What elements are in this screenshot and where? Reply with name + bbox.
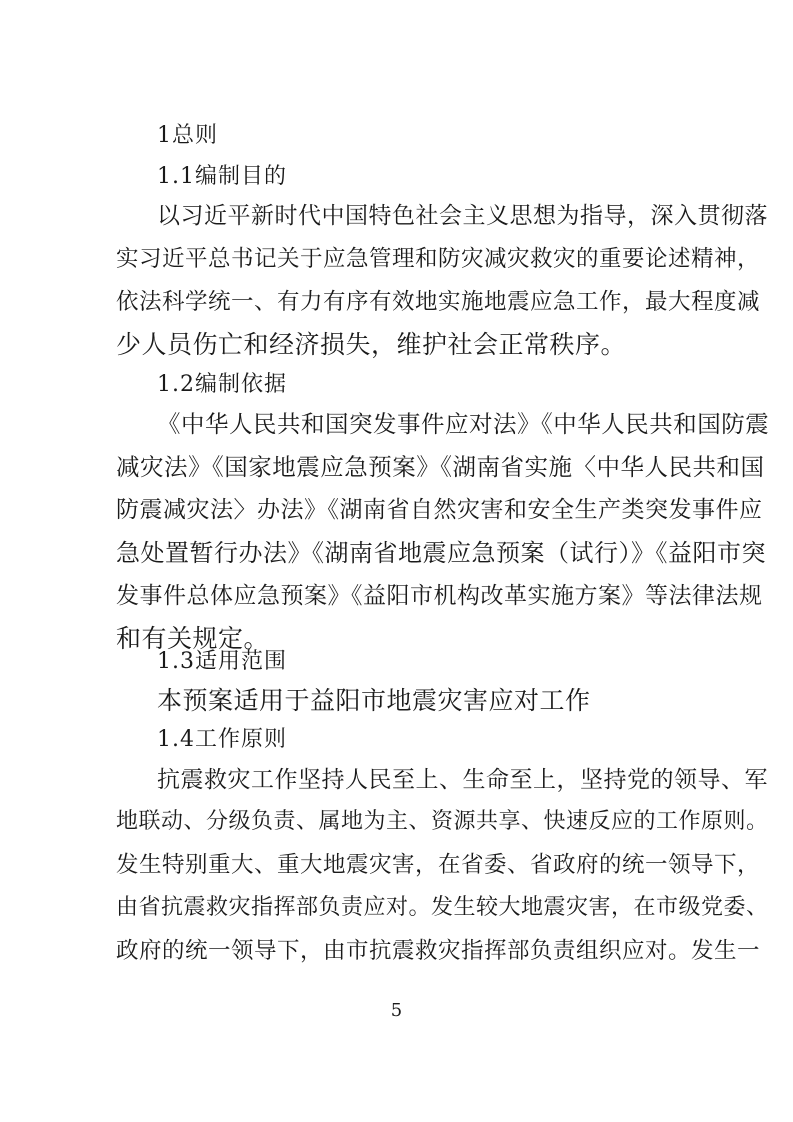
heading-basis: 1.2编制依据 — [157, 372, 287, 397]
page-number: 5 — [390, 1000, 403, 1021]
purpose-line-4: 少人员伤亡和经济损失，维护社会正常秩序。 — [116, 330, 627, 359]
principles-line-2: 地联动、分级负责、属地为主、资源共享、快速反应的工作原则。 — [116, 809, 769, 834]
principles-line-5: 政府的统一领导下，由市抗震救灾指挥部负责组织应对。发生一 — [116, 938, 761, 964]
purpose-line-2: 实习近平总书记关于应急管理和防灾减灾救灾的重要论述精神， — [116, 246, 761, 272]
purpose-line-1: 以习近平新时代中国特色社会主义思想为指导，深入贯彻落 — [157, 203, 768, 229]
heading-general: 1总则 — [157, 123, 218, 148]
basis-line-1: 《中华人民共和国突发事件应对法》《中华人民共和国防震 — [157, 410, 770, 438]
basis-line-6: 和有关规定。 — [116, 624, 270, 653]
basis-line-4: 急处置暂行办法》《湖南省地震应急预案（试行）》《益阳市突 — [116, 539, 766, 567]
basis-line-2: 减灾法》《国家地震应急预案》《湖南省实施〈中华人民共和国 — [116, 453, 765, 481]
basis-line-3: 防震减灾法〉办法》《湖南省自然灾害和安全生产类突发事件应 — [116, 497, 763, 523]
principles-line-3: 发生特别重大、重大地震灾害，在省委、省政府的统一领导下， — [116, 852, 761, 878]
heading-scope: 1.3适用范围 — [157, 649, 287, 674]
principles-line-4: 由省抗震救灾指挥部负责应对。发生较大地震灾害，在市级党委、 — [116, 895, 769, 920]
heading-principles: 1.4工作原则 — [157, 727, 287, 752]
scope-line-1: 本预案适用于益阳市地震灾害应对工作 — [157, 686, 591, 715]
heading-purpose: 1.1编制目的 — [157, 164, 287, 189]
purpose-line-3: 依法科学统一、有力有序有效地实施地震应急工作，最大程度减 — [116, 289, 761, 315]
principles-line-1: 抗震救灾工作坚持人民至上、生命至上，坚持党的领导、军 — [157, 767, 768, 793]
basis-line-5: 发事件总体应急预案》《益阳市机构改革实施方案》等法律法规 — [116, 583, 763, 609]
